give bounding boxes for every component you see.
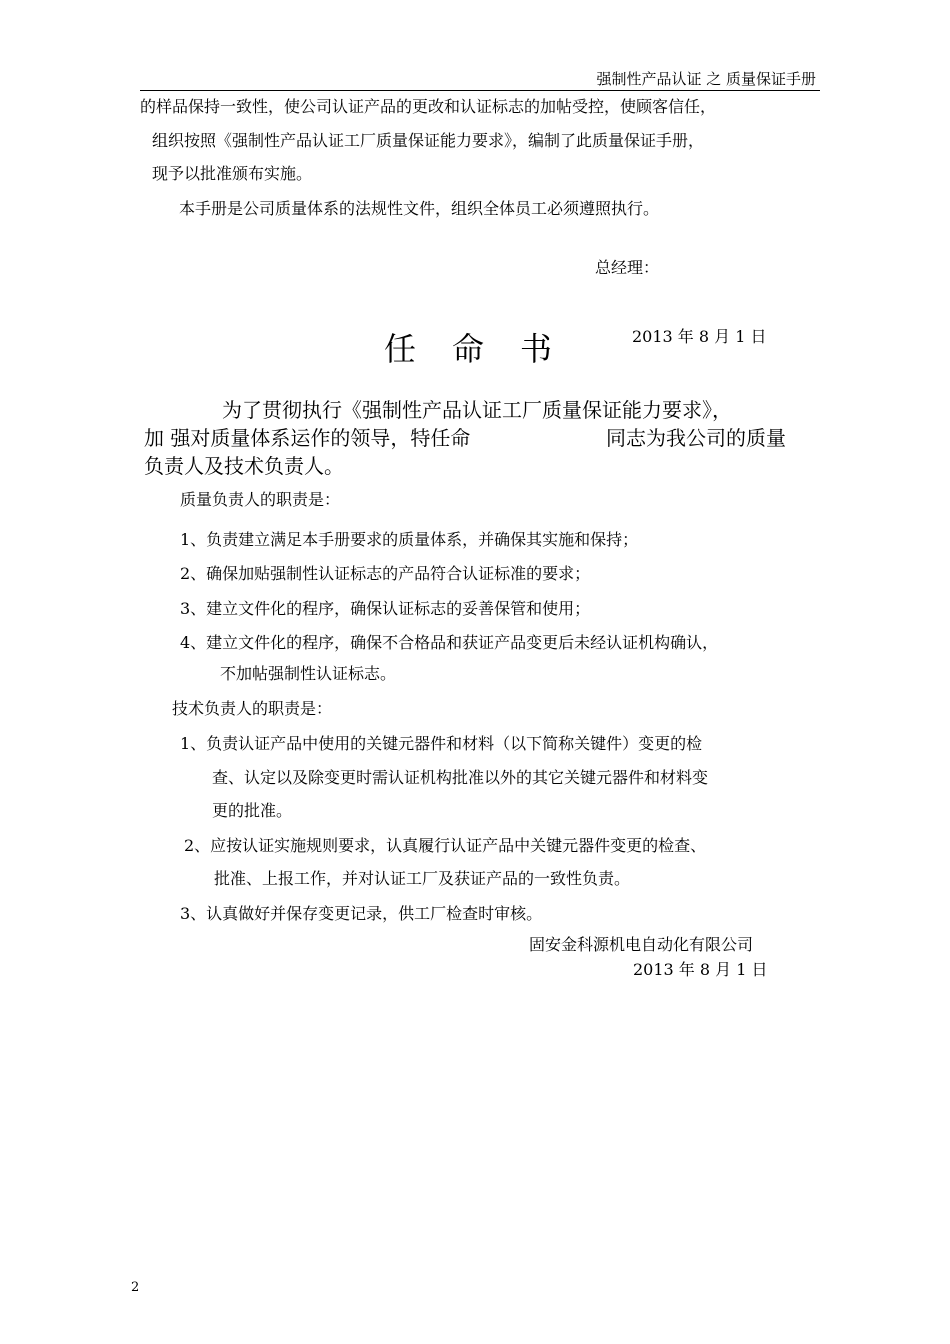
appointment-para-line-2a: 加 强对质量体系运作的领导，特任命 [144, 426, 471, 450]
quality-item-continued: 不加帖强制性认证标志。 [220, 664, 397, 683]
tech-item: 3、认真做好并保存变更记录，供工厂检查时审核。 [180, 904, 543, 923]
tech-item: 2、应按认证实施规则要求，认真履行认证产品中关键元器件变更的检查、 [184, 836, 707, 855]
header-rule [140, 90, 820, 91]
quality-item: 3、建立文件化的程序，确保认证标志的妥善保管和使用； [180, 599, 591, 618]
quality-heading: 质量负责人的职责是： [180, 490, 341, 509]
tech-item-continued: 批准、上报工作，并对认证工厂及获证产品的一致性负责。 [214, 869, 631, 888]
intro-date: 2013 年 8 月 1 日 [632, 327, 767, 346]
intro-line-3: 现予以批准颁布实施。 [152, 164, 313, 183]
intro-line-1: 的样品保持一致性，使公司认证产品的更改和认证标志的加帖受控，使顾客信任， [140, 97, 717, 116]
quality-item: 4、建立文件化的程序，确保不合格品和获证产品变更后未经认证机构确认， [180, 633, 719, 652]
appointment-para-line-2b: 同志为我公司的质量 [606, 426, 786, 450]
page-number: 2 [131, 1280, 140, 1295]
appointment-date: 2013 年 8 月 1 日 [633, 960, 768, 979]
signer-label: 总经理： [595, 258, 660, 277]
quality-item: 2、确保加贴强制性认证标志的产品符合认证标准的要求； [180, 564, 591, 583]
header-title: 强制性产品认证 之 质量保证手册 [596, 70, 816, 88]
company-name: 固安金科源机电自动化有限公司 [529, 935, 754, 954]
tech-item-continued: 更的批准。 [212, 801, 293, 820]
tech-item: 1、负责认证产品中使用的关键元器件和材料（以下简称关键件）变更的检 [180, 734, 703, 753]
appointment-para-line-3: 负责人及技术负责人。 [144, 454, 344, 478]
intro-line-2: 组织按照《强制性产品认证工厂质量保证能力要求》，编制了此质量保证手册， [152, 131, 705, 150]
tech-item-continued: 查、认定以及除变更时需认证机构批准以外的其它关键元器件和材料变 [212, 768, 709, 787]
intro-line-4: 本手册是公司质量体系的法规性文件，组织全体员工必须遵照执行。 [179, 199, 660, 218]
tech-heading: 技术负责人的职责是： [172, 699, 333, 718]
quality-item: 1、负责建立满足本手册要求的质量体系，并确保其实施和保持； [180, 530, 639, 549]
appointment-para-line-1: 为了贯彻执行《强制性产品认证工厂质量保证能力要求》， [222, 398, 732, 422]
appointment-title: 任命书 [384, 330, 589, 368]
